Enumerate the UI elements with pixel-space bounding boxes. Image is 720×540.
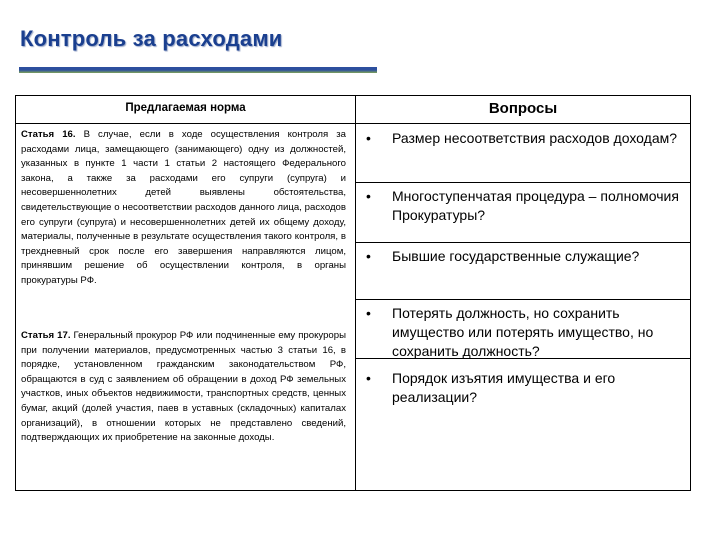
question-text: Потерять должность, но сохранить имущество или потерять имущество, но сохранить должность? bbox=[392, 305, 654, 359]
question-text: Многоступенчатая процедура – полномочия Прокуратуры? bbox=[392, 188, 679, 223]
question-item bbox=[364, 369, 684, 407]
question-item bbox=[364, 304, 684, 361]
row-divider bbox=[355, 242, 690, 243]
question-item bbox=[364, 187, 684, 225]
bullet-icon: • bbox=[366, 130, 371, 146]
article-16 bbox=[21, 128, 346, 289]
right-column-header: Вопросы bbox=[488, 100, 558, 117]
row-divider bbox=[355, 182, 690, 183]
row-divider bbox=[355, 299, 690, 300]
bullet-icon: • bbox=[366, 188, 371, 204]
question-text: Размер несоответствия расходов доходам? bbox=[392, 130, 678, 146]
article-text: Генеральный прокурор РФ или подчиненные ему прокуроры при получении материалов, предусмотренных частью 3 статьи 16, в порядке, установленном гражданским законодательством РФ, обращаются в суд с заявлением об обращении в доход РФ земельных участков, иных объектов недвижимости, транспортных средств, ценных бумаг, акций (долей участия, паев в уставных (складочных) капиталах организаций), в отношении которых не представлено сведений, подтверждающих их приобретение на законные доходы. bbox=[21, 330, 346, 444]
bullet-icon: • bbox=[366, 248, 371, 264]
bullet-icon: • bbox=[366, 305, 371, 321]
article-label: Статья 16. bbox=[21, 129, 76, 140]
bullet-icon: • bbox=[366, 370, 371, 386]
question-item bbox=[364, 247, 684, 266]
slide-title: Контроль за расходами bbox=[20, 26, 283, 51]
article-17 bbox=[21, 329, 346, 446]
question-text: Порядок изъятия имущества и его реализации? bbox=[392, 370, 616, 405]
question-item bbox=[364, 129, 684, 148]
article-text: В случае, если в ходе осуществления контроля за расходами лица, замещающего (занимающего) одну из должностей, указанных в пункте 1 части 1 статьи 2 настоящего Федерального закона, а также за расходами его супруги (супруга) и несовершеннолетних детей выявлены обстоятельства, свидетельствующие о несоответствии расходов данного лица, расходов его супруги (супруга) и несовершеннолетних детей их общему доходу, материалы, полученные в результате осуществления такого контроля, в трехдневный срок после его завершения направляются лицом, принявшим решение об осуществлении контроля, в органы прокуратуры РФ. bbox=[21, 129, 346, 286]
article-label: Статья 17. bbox=[21, 330, 71, 341]
question-text: Бывшие государственные служащие? bbox=[392, 248, 640, 264]
title-underline bbox=[19, 67, 377, 73]
comparison-table bbox=[15, 95, 691, 491]
left-column-header: Предлагаемая норма bbox=[125, 102, 246, 114]
column-divider bbox=[355, 96, 356, 490]
